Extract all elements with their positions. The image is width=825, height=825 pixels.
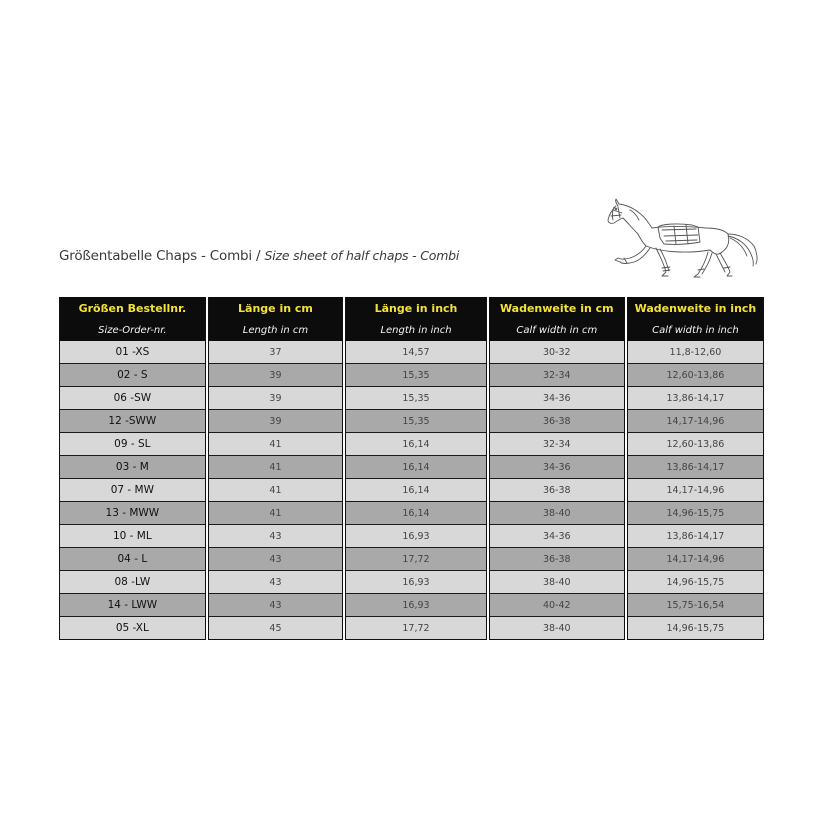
table-row <box>59 364 764 387</box>
table-cell: 36-38 <box>489 548 625 571</box>
table-cell: 17,72 <box>345 548 486 571</box>
table-cell: 32-34 <box>489 364 625 387</box>
table-cell: 15,35 <box>345 364 486 387</box>
column-subheader: Length in inch <box>345 319 486 341</box>
table-cell: 14,96-15,75 <box>627 571 764 594</box>
table-cell: 14,96-15,75 <box>627 617 764 640</box>
column-subheader: Calf width in inch <box>627 319 764 341</box>
table-cell: 14,96-15,75 <box>627 502 764 525</box>
table-cell: 38-40 <box>489 502 625 525</box>
table-cell: 16,14 <box>345 433 486 456</box>
size-cell: 10 - ML <box>59 525 206 548</box>
table-row <box>59 594 764 617</box>
table-row <box>59 433 764 456</box>
table-cell: 32-34 <box>489 433 625 456</box>
title-english: Size sheet of half chaps - Combi <box>264 248 460 263</box>
table-cell: 16,93 <box>345 594 486 617</box>
column-header: Länge in cm <box>208 297 344 319</box>
table-cell: 45 <box>208 617 344 640</box>
column-header: Größen Bestellnr. <box>59 297 206 319</box>
table-cell: 15,75-16,54 <box>627 594 764 617</box>
table-cell: 15,35 <box>345 410 486 433</box>
column-header: Wadenweite in cm <box>489 297 625 319</box>
table-cell: 41 <box>208 433 344 456</box>
table-cell: 40-42 <box>489 594 625 617</box>
size-table <box>57 297 766 640</box>
table-cell: 16,14 <box>345 502 486 525</box>
table-row <box>59 410 764 433</box>
table-cell: 34-36 <box>489 456 625 479</box>
horse-sketch-icon <box>606 198 762 280</box>
table-row <box>59 525 764 548</box>
table-cell: 16,14 <box>345 479 486 502</box>
table-cell: 36-38 <box>489 479 625 502</box>
size-cell: 03 - M <box>59 456 206 479</box>
table-cell: 11,8-12,60 <box>627 341 764 364</box>
table-cell: 15,35 <box>345 387 486 410</box>
table-row <box>59 456 764 479</box>
table-row <box>59 548 764 571</box>
table-row <box>59 479 764 502</box>
table-cell: 14,17-14,96 <box>627 548 764 571</box>
size-cell: 02 - S <box>59 364 206 387</box>
table-cell: 16,93 <box>345 571 486 594</box>
title-german: Größentabelle Chaps - Combi / <box>59 248 265 264</box>
table-cell: 13,86-14,17 <box>627 525 764 548</box>
size-cell: 05 -XL <box>59 617 206 640</box>
page-title <box>59 248 459 264</box>
table-row <box>59 387 764 410</box>
table-cell: 14,57 <box>345 341 486 364</box>
table-cell: 16,93 <box>345 525 486 548</box>
column-subheader: Size-Order-nr. <box>59 319 206 341</box>
table-cell: 43 <box>208 571 344 594</box>
table-cell: 14,17-14,96 <box>627 410 764 433</box>
size-cell: 07 - MW <box>59 479 206 502</box>
table-cell: 36-38 <box>489 410 625 433</box>
size-cell: 14 - LWW <box>59 594 206 617</box>
size-cell: 13 - MWW <box>59 502 206 525</box>
table-cell: 41 <box>208 502 344 525</box>
size-cell: 01 -XS <box>59 341 206 364</box>
header-row-german <box>59 297 764 319</box>
table-cell: 12,60-13,86 <box>627 433 764 456</box>
table-cell: 14,17-14,96 <box>627 479 764 502</box>
table-cell: 34-36 <box>489 525 625 548</box>
column-subheader: Calf width in cm <box>489 319 625 341</box>
table-cell: 30-32 <box>489 341 625 364</box>
table-cell: 39 <box>208 387 344 410</box>
size-cell: 12 -SWW <box>59 410 206 433</box>
column-subheader: Length in cm <box>208 319 344 341</box>
table-row <box>59 571 764 594</box>
header-row-english <box>59 319 764 341</box>
table-row <box>59 341 764 364</box>
table-cell: 38-40 <box>489 571 625 594</box>
table-cell: 43 <box>208 594 344 617</box>
table-cell: 38-40 <box>489 617 625 640</box>
table-cell: 37 <box>208 341 344 364</box>
size-cell: 06 -SW <box>59 387 206 410</box>
table-cell: 13,86-14,17 <box>627 456 764 479</box>
table-cell: 13,86-14,17 <box>627 387 764 410</box>
table-cell: 39 <box>208 364 344 387</box>
table-row <box>59 617 764 640</box>
table-cell: 12,60-13,86 <box>627 364 764 387</box>
table-cell: 43 <box>208 548 344 571</box>
table-cell: 34-36 <box>489 387 625 410</box>
table-cell: 43 <box>208 525 344 548</box>
size-cell: 04 - L <box>59 548 206 571</box>
size-cell: 09 - SL <box>59 433 206 456</box>
column-header: Wadenweite in inch <box>627 297 764 319</box>
table-cell: 16,14 <box>345 456 486 479</box>
column-header: Länge in inch <box>345 297 486 319</box>
table-cell: 39 <box>208 410 344 433</box>
table-cell: 17,72 <box>345 617 486 640</box>
table-cell: 41 <box>208 479 344 502</box>
table-row <box>59 502 764 525</box>
size-cell: 08 -LW <box>59 571 206 594</box>
table-cell: 41 <box>208 456 344 479</box>
